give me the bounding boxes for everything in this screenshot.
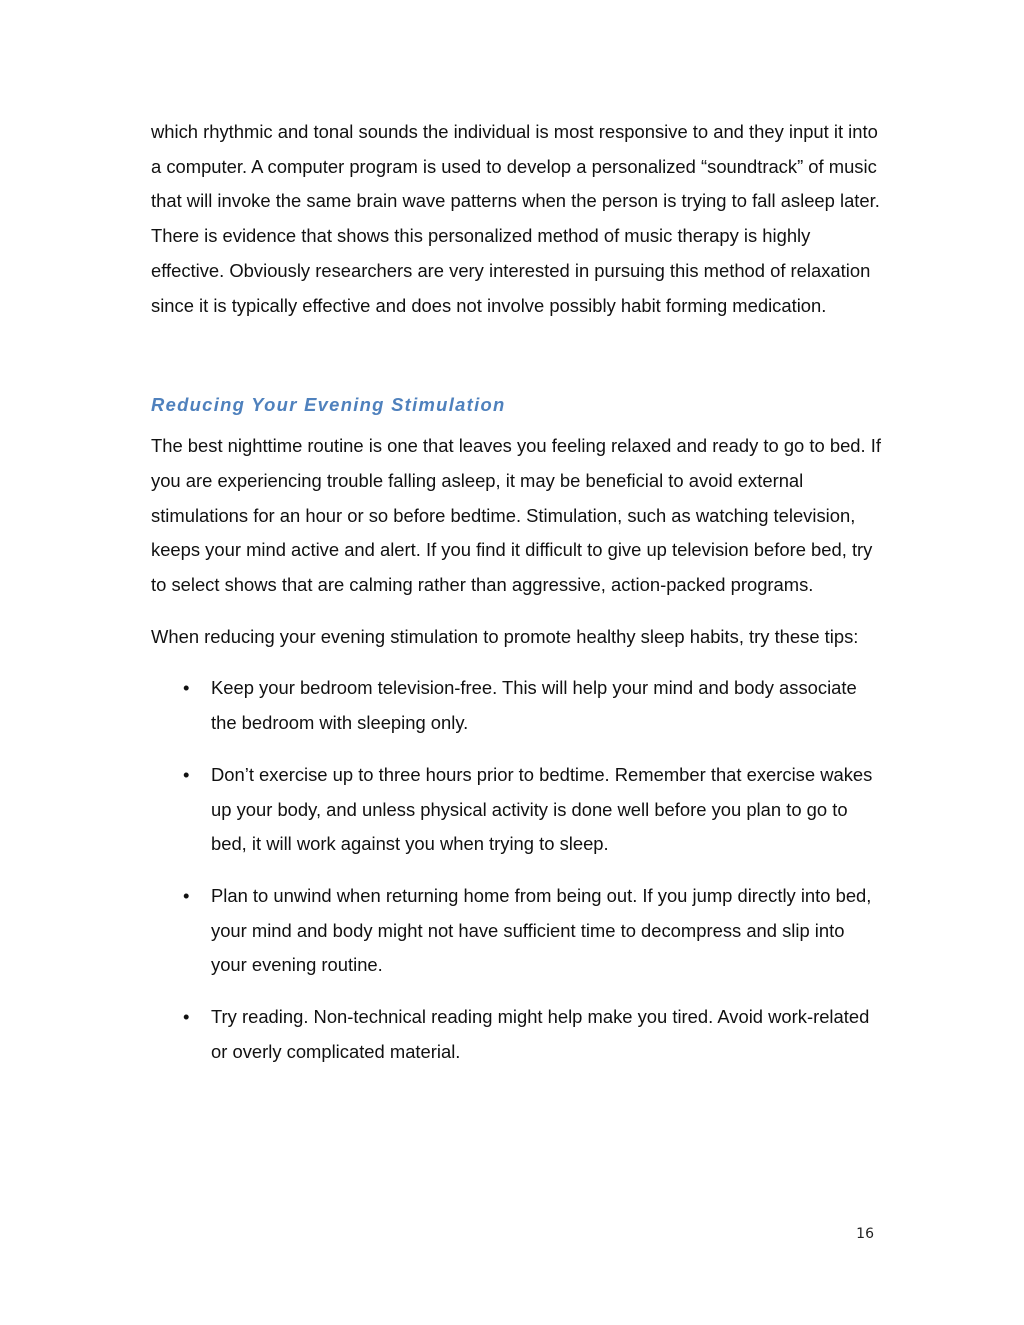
bullet-icon: • [183,1006,190,1028]
bullet-icon: • [183,677,190,699]
bullet-icon: • [183,763,190,785]
tip-item [151,1000,881,1069]
tip-text: Plan to unwind when returning home from being out. If you jump directly into bed, your mind and body might not have sufficient time to decompress and slip into your evening routine. [211,884,872,976]
section-heading: Reducing Your Evening Stimulation [151,394,506,416]
tip-item [151,879,881,983]
tip-text: Keep your bedroom television-free. This will help your mind and body associate the bedroom with sleeping only. [211,677,857,734]
document-page [151,115,881,1086]
tip-text: Try reading. Non-technical reading might help make you tired. Avoid work-related or overly complicated material. [211,1006,870,1062]
tip-text: Don’t exercise up to three hours prior to bedtime. Remember that exercise wakes up your body, and unless physical activity is done well before you plan to go to bed, it will work against you when trying to sleep. [211,763,873,855]
bullet-icon: • [183,884,190,906]
body-paragraph-1: The best nighttime routine is one that leaves you feeling relaxed and ready to go to bed. If you are experiencing trouble falling asleep, it may be beneficial to avoid external stimulations for an hour or so before bedtime. Stimulation, such as watching television, keeps your mind active and alert. If you find it difficult to give up television before bed, try to select shows that are calming rather than aggressive, action-packed programs. [151,435,881,596]
tip-item [151,758,881,862]
intro-paragraph: which rhythmic and tonal sounds the individual is most responsive to and they input it into a computer. A computer program is used to develop a personalized “soundtrack” of music that will invoke the same brain wave patterns when the person is trying to fall asleep later. There is evidence that shows this personalized method of music therapy is highly effective. Obviously researchers are very interested in pursuing this method of relaxation since it is typically effective and does not involve possibly habit forming medication. [151,121,880,316]
page-number: 16 [856,1226,874,1242]
body-paragraph-2: When reducing your evening stimulation to promote healthy sleep habits, try these tips: [151,625,859,647]
tips-list [151,671,881,1069]
tip-item [151,671,881,740]
